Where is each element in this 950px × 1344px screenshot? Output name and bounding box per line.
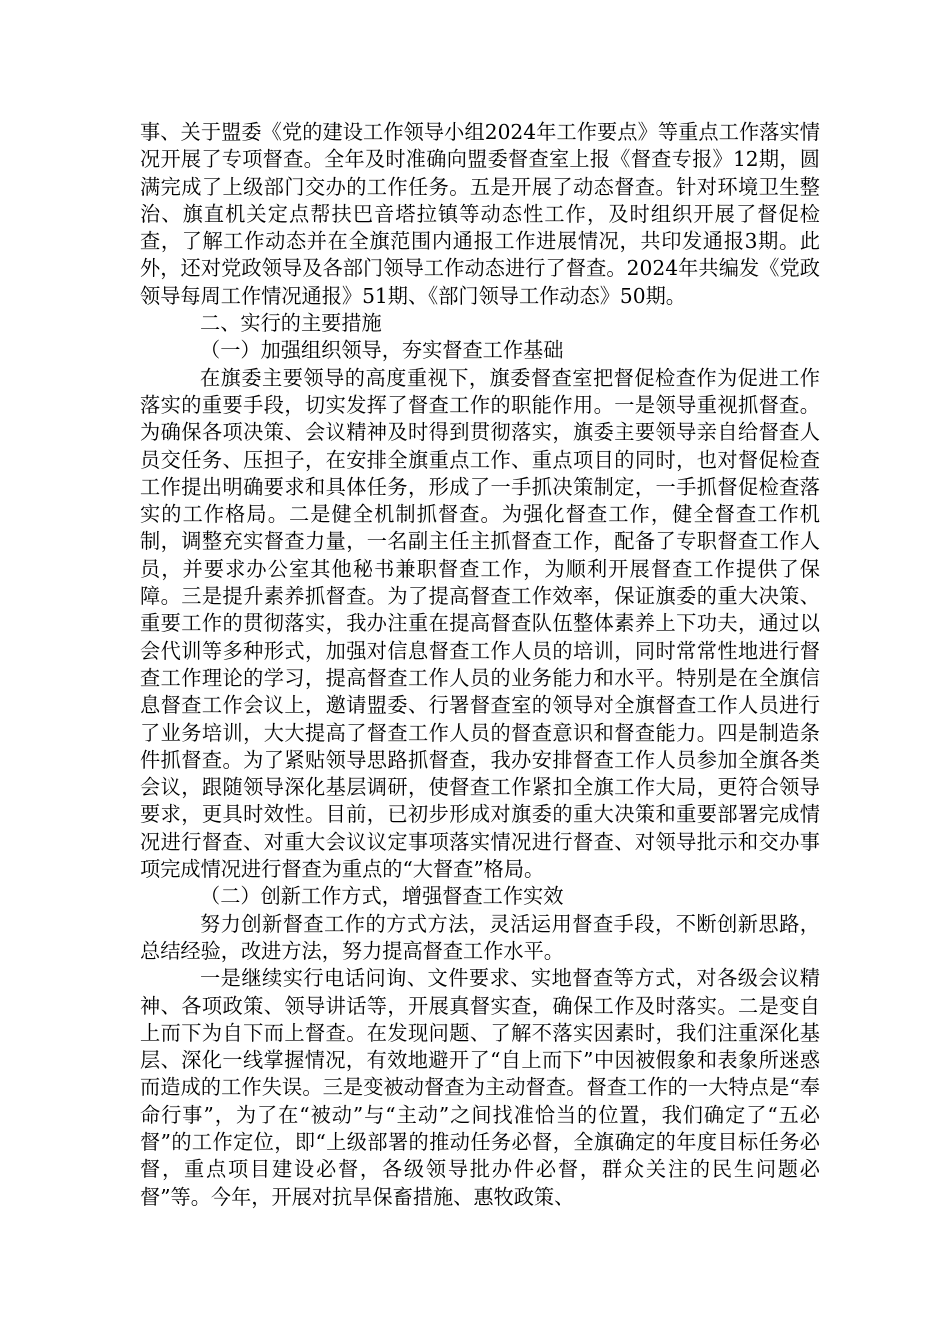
paragraph-body-3: 一是继续实行电话问询、文件要求、实地督查等方式，对各级会议精神、各项政策、领导讲话等，开展真督实查，确保工作及时落实。二是变自上而下为自下而上督查。在发现问题、了解不落实因素时，我们注重深化基层、深化一线掌握情况，有效地避开了“自上而下”中因被假象和表象所迷惑而造成的工作失误。三是变被动督查为主动督查。督查工作的一大特点是“奉命行事”，为了在“被动”与“主动”之间找准恰当的位置，我们确定了“五必督”的工作定位，即“上级部署的推动任务必督，全旗确定的年度目标任务必督，重点项目建设必督，各级领导批办件必督，群众关注的民生问题必督”等。今年，开展对抗旱保畜措施、惠牧政策、 [140, 966, 820, 1209]
paragraph-body-2: 努力创新督查工作的方式方法，灵活运用督查手段，不断创新思路，总结经验，改进方法，努力提高督查工作水平。 [140, 911, 820, 963]
section-heading-2: 二、实行的主要措施 [200, 311, 382, 336]
paragraph-body-1: 在旗委主要领导的高度重视下，旗委督查室把督促检查作为促进工作落实的重要手段，切实发挥了督查工作的职能作用。一是领导重视抓督查。为确保各项决策、会议精神及时得到贯彻落实，旗委主要领导亲自给督查人员交任务、压担子，在安排全旗重点工作、重点项目的同时，也对督促检查工作提出明确要求和具体任务，形成了一手抓决策制定，一手抓督促检查落实的工作格局。二是健全机制抓督查。为强化督查工作，健全督查工作机制，调整充实督查力量，一名副主任主抓督查工作，配备了专职督查工作人员，并要求办公室其他秘书兼职督查工作，为顺利开展督查工作提供了保障。三是提升素养抓督查。为了提高督查工作效率，保证旗委的重大决策、重要工作的贯彻落实，我办注重在提高督查队伍整体素养上下功夫，通过以会代训等多种形式，加强对信息督查工作人员的培训，同时常常性地进行督查工作理论的学习，提高督查工作人员的业务能力和水平。特别是在全旗信息督查工作会议上，邀请盟委、行署督查室的领导对全旗督查工作人员进行了业务培训，大大提高了督查工作人员的督查意识和督查能力。四是制造条件抓督查。为了紧贴领导思路抓督查，我办安排督查工作人员参加全旗各类会议，跟随领导深化基层调研，使督查工作紧扣全旗工作大局，更符合领导要求，更具时效性。目前，已初步形成对旗委的重大决策和重要部署完成情况进行督查、对重大会议议定事项落实情况进行督查、对领导批示和交办事项完成情况进行督查为重点的“大督查”格局。 [140, 365, 820, 882]
paragraph-continuation: 事、关于盟委《党的建设工作领导小组2024年工作要点》等重点工作落实情况开展了专项督查。全年及时准确向盟委督查室上报《督查专报》12期，圆满完成了上级部门交办的工作任务。五是开展了动态督查。针对环境卫生整治、旗直机关定点帮扶巴音塔拉镇等动态性工作，及时组织开展了督促检查，了解工作动态并在全旗范围内通报工作进展情况，共印发通报3期。此外，还对党政领导及各部门领导工作动态进行了督查。2024年共编发《党政领导每周工作情况通报》51期、《部门领导工作动态》50期。 [140, 120, 820, 308]
subsection-heading-2: （二）创新工作方式，增强督查工作实效 [200, 884, 564, 909]
document-body [140, 119, 820, 1211]
subsection-heading-1: （一）加强组织领导，夯实督查工作基础 [200, 338, 564, 363]
